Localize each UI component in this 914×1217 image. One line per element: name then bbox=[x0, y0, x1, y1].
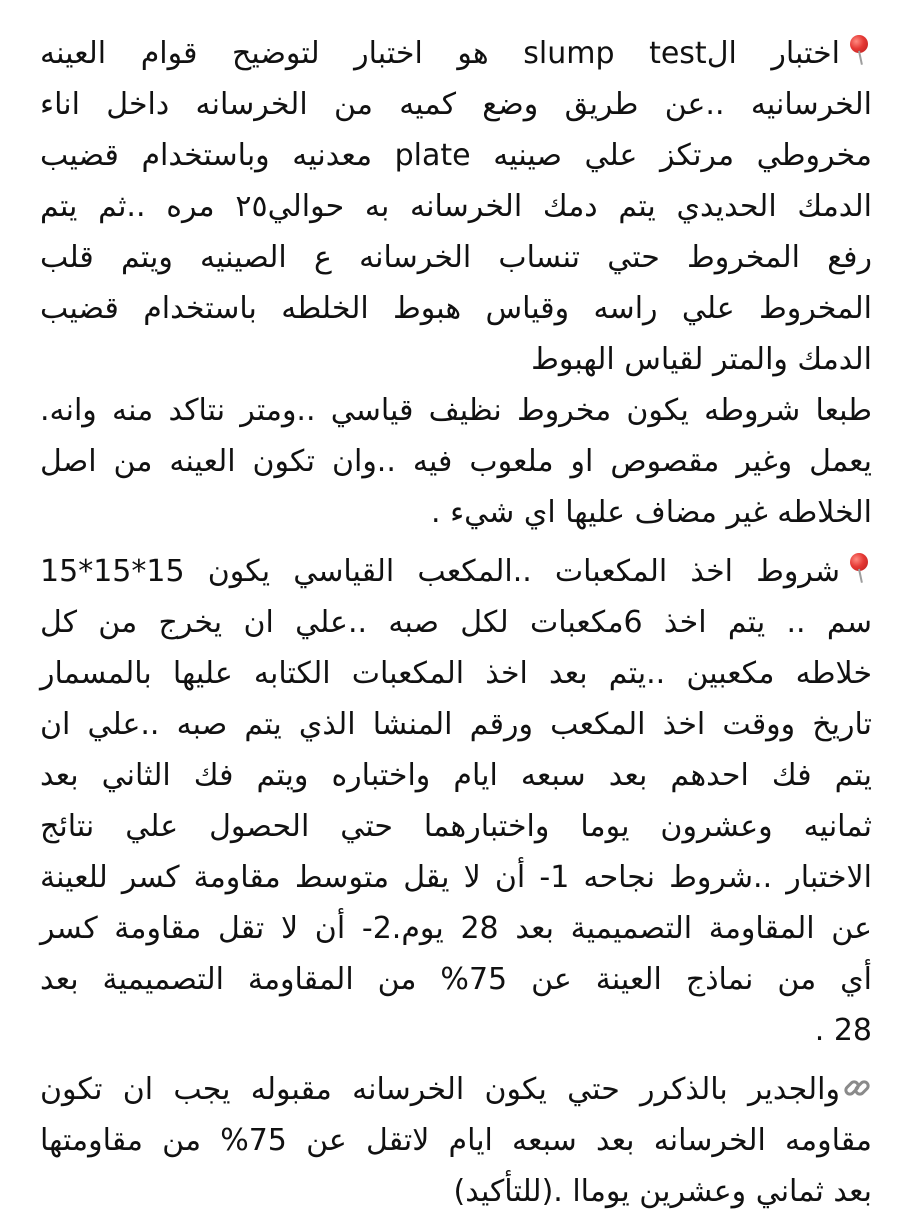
text-line: طبعا شروطه يكون مخروط نظيف قياسي ..ومتر نتاكد منه وانه. bbox=[40, 393, 872, 428]
text-line: بعد ثماني وعشرين يوماا .(للتأكيد) bbox=[453, 1174, 872, 1209]
paragraph-cube-conditions bbox=[40, 546, 872, 1056]
text-line-content: والجدير بالذكرر حتي يكون الخرسانه مقبوله يجب ان تكون bbox=[40, 1072, 840, 1107]
text-line: الخرسانيه ..عن طريق وضع كميه من الخرسانه داخل اناء bbox=[40, 87, 872, 122]
text-line-content: اختبار الslump test هو اختبار لتوضيح قوام العينه bbox=[40, 36, 840, 71]
text-line: عن المقاومة التصميمية بعد 28 يوم.2- أن لا تقل مقاومة كسر bbox=[40, 911, 872, 946]
text-line: مقاومه الخرسانه بعد سبعه ايام لاتقل عن 75% من مقاومتها bbox=[40, 1123, 872, 1158]
text-line: رفع المخروط حتي تنساب الخرسانه ع الصينيه ويتم قلب bbox=[40, 240, 872, 275]
text-line: الدمك الحديدي يتم دمك الخرسانه به حوالي٢٥ مره ..ثم يتم bbox=[40, 189, 872, 224]
link-icon bbox=[842, 1073, 872, 1103]
text-line: الدمك والمتر لقياس الهبوط bbox=[531, 342, 872, 377]
text-line bbox=[40, 1064, 872, 1115]
text-line: ثمانيه وعشرون يوما واختبارهما حتي الحصول علي نتائج bbox=[40, 809, 872, 844]
text-line-content: شروط اخذ المكعبات ..المكعب القياسي يكون 15*15*15 bbox=[40, 554, 840, 589]
text-line: الاختبار ..شروط نجاحه 1- أن لا يقل متوسط مقاومة كسر للعينة bbox=[40, 860, 872, 895]
text-line: خلاطه مكعبين ..يتم بعد اخذ المكعبات الكتابه عليها بالمسمار bbox=[40, 656, 872, 691]
text-line: 28 . bbox=[814, 1013, 872, 1048]
paragraph-acceptance-note bbox=[40, 1064, 872, 1217]
text-line: أي من نماذج العينة عن 75% من المقاومة التصميمية بعد bbox=[40, 962, 873, 997]
paragraph-slump-test bbox=[40, 28, 872, 538]
text-line: يتم فك احدهم بعد سبعه ايام واختباره ويتم فك الثاني بعد bbox=[40, 758, 872, 793]
text-line: الخلاطه غير مضاف عليها اي شيء . bbox=[431, 495, 872, 530]
text-line: تاريخ ووقت اخذ المكعب ورقم المنشا الذي يتم صبه ..علي ان bbox=[40, 707, 872, 742]
text-line: مخروطي مرتكز علي صينيه plate معدنيه وباستخدام قضيب bbox=[40, 138, 872, 173]
text-line: المخروط علي راسه وقياس هبوط الخلطه باستخدام قضيب bbox=[40, 291, 872, 326]
pushpin-icon bbox=[844, 551, 872, 585]
text-line bbox=[40, 546, 872, 597]
text-line bbox=[40, 28, 872, 79]
pushpin-icon bbox=[844, 33, 872, 67]
text-line: يعمل وغير مقصوص او ملعوب فيه ..وان تكون العينه من اصل bbox=[40, 444, 872, 479]
text-line: سم .. يتم اخذ 6مكعبات لكل صبه ..علي ان يخرج من كل bbox=[40, 605, 872, 640]
